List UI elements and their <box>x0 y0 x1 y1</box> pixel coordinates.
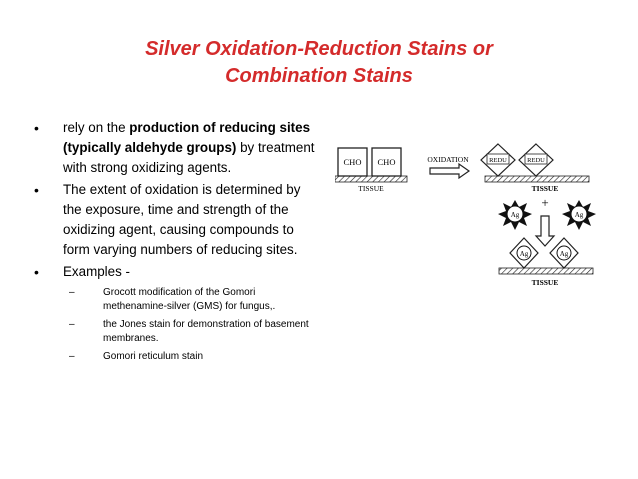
redu-diamond <box>481 144 515 176</box>
title-line-1: Silver Oxidation-Reduction Stains or <box>145 38 493 60</box>
ag-diamond <box>550 238 578 268</box>
ag-label: Ag <box>510 211 520 219</box>
bullet-item <box>34 180 319 260</box>
tissue-bar <box>335 176 407 182</box>
sub-bullet-item <box>61 286 319 314</box>
tissue-label: TISSUE <box>531 184 559 193</box>
tissue-bar <box>499 268 593 274</box>
bullet-text-bold: production of reducing sites (typically aldehyde groups) <box>63 120 311 155</box>
bullet-text-pre: rely on the <box>63 120 130 135</box>
bullet-text: The extent of oxidation is determined by the exposure, time and strength of the oxidizing agent, causing compounds to form varying numbers of reducing sites. <box>63 182 301 257</box>
title-line-2: Combination Stains <box>225 65 413 87</box>
oxidation-reduction-diagram <box>335 140 615 300</box>
cho-box <box>338 148 367 176</box>
sub-bullet-text: the Jones stain for demonstration of basement membranes. <box>103 319 309 344</box>
ag-diamond <box>510 238 538 268</box>
ag-label: Ag <box>559 250 569 258</box>
tissue-label: TISSUE <box>358 184 384 193</box>
right-arrow-icon <box>430 164 469 178</box>
cho-label: CHO <box>343 157 362 167</box>
dash-marker: – <box>69 319 75 330</box>
sub-bullet-text: Grocott modification of the Gomori methenamine-silver (GMS) for fungus,. <box>103 287 276 312</box>
down-arrow-icon <box>536 216 554 246</box>
plus-sign: + <box>541 195 549 210</box>
tissue-bar <box>485 176 589 182</box>
sub-bullet-item <box>61 318 319 346</box>
cho-label: CHO <box>377 157 396 167</box>
bullet-marker: • <box>34 264 39 280</box>
bullet-text: Examples - <box>63 264 130 279</box>
oxidation-label: OXIDATION <box>427 155 469 164</box>
bullet-marker: • <box>34 120 39 136</box>
slide-title <box>0 36 638 90</box>
cho-box <box>372 148 401 176</box>
dash-marker: – <box>69 287 75 298</box>
sub-bullet-text: Gomori reticulum stain <box>103 351 204 362</box>
ag-starburst <box>562 200 596 230</box>
bullet-marker: • <box>34 182 39 198</box>
ag-starburst <box>498 200 532 230</box>
ag-label: Ag <box>519 250 529 258</box>
redu-label: REDU <box>527 157 545 164</box>
bullet-list <box>34 118 319 368</box>
bullet-item <box>34 262 319 282</box>
redu-diamond <box>519 144 553 176</box>
bullet-item <box>34 118 319 178</box>
redu-label: REDU <box>489 157 507 164</box>
tissue-label: TISSUE <box>531 278 559 287</box>
dash-marker: – <box>69 351 75 362</box>
ag-label: Ag <box>574 211 584 219</box>
sub-bullet-item <box>61 350 319 364</box>
bullet-text-post: by treatment with strong oxidizing agents. <box>63 140 315 175</box>
